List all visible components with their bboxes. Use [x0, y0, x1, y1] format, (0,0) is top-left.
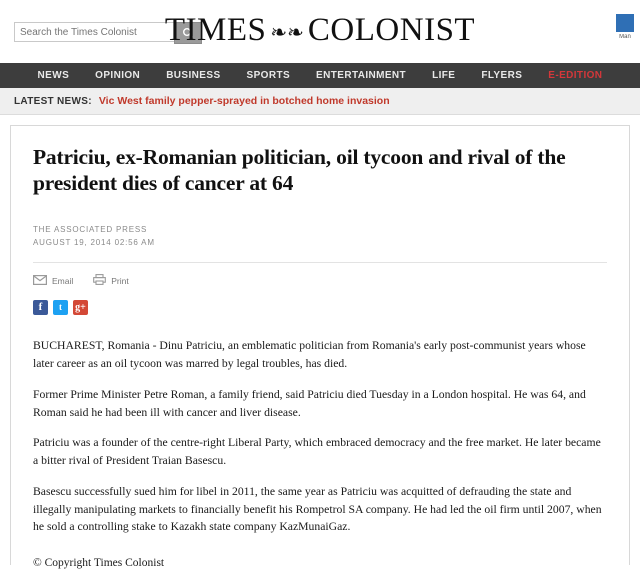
printer-icon: [93, 272, 106, 290]
logo-text-left: TIMES: [164, 12, 267, 48]
nav-item-business[interactable]: BUSINESS: [166, 70, 221, 81]
article-source: THE ASSOCIATED PRESS: [33, 225, 148, 235]
nav-item-life[interactable]: LIFE: [432, 70, 456, 81]
social-share-bar: [33, 300, 607, 315]
latest-news-bar: [0, 88, 640, 115]
article-timestamp: AUGUST 19, 2014 02:56 AM: [33, 237, 155, 247]
article-paragraph: Patriciu was a founder of the centre-right Liberal Party, which embraced democracy and the free market. He later became a bitter rival of President Traian Basescu.: [33, 436, 601, 468]
corner-tile-icon: [616, 14, 634, 32]
print-button[interactable]: [93, 272, 128, 290]
article-paragraph: Basescu successfully sued him for libel in 2011, the same year as Patriciu was acquitted of defrauding the state and illegally manipulating markets to financially benefit his Rompetrol SA company. He had led the oil firm until 2007, when he sold a controlling stake to Kazakh state company KazMunaiGaz.: [33, 484, 602, 534]
share-facebook-icon[interactable]: f: [33, 300, 48, 315]
masthead-corner-widget[interactable]: [614, 14, 636, 40]
share-google-plus-icon[interactable]: g+: [73, 300, 88, 315]
article-container: [10, 125, 630, 569]
nav-item-news[interactable]: NEWS: [37, 70, 70, 81]
corner-label: Man: [619, 34, 631, 40]
article-paragraph: BUCHAREST, Romania - Dinu Patriciu, an emblematic politician from Romania's early post-communist years whose later career as an oil tycoon was marred by legal troubles, has died.: [33, 339, 586, 370]
masthead: [0, 0, 640, 63]
article-body: [33, 337, 607, 569]
main-navigation: [0, 63, 640, 88]
email-button[interactable]: [33, 272, 73, 290]
logo-ornament-icon: ❧❧: [270, 21, 304, 44]
envelope-icon: [33, 272, 47, 290]
nav-item-entertainment[interactable]: ENTERTAINMENT: [316, 70, 407, 81]
nav-item-opinion[interactable]: OPINION: [95, 70, 141, 81]
article-tools: [33, 262, 607, 290]
logo-text-right: COLONIST: [307, 12, 476, 48]
share-twitter-icon[interactable]: t: [53, 300, 68, 315]
latest-news-label: LATEST NEWS:: [14, 95, 92, 107]
site-logo[interactable]: [0, 12, 640, 49]
nav-item-flyers[interactable]: FLYERS: [481, 70, 523, 81]
email-label: Email: [52, 276, 74, 287]
article-copyright: © Copyright Times Colonist: [33, 557, 165, 569]
article-paragraph: Former Prime Minister Petre Roman, a family friend, said Patriciu died Tuesday in a London hospital. He was 64, and Roman said he had been ill with cancer and liver disease.: [33, 387, 586, 419]
nav-item-e-edition[interactable]: E-EDITION: [548, 70, 603, 81]
nav-item-sports[interactable]: SPORTS: [246, 70, 291, 81]
print-label: Print: [111, 276, 129, 287]
latest-news-headline-link[interactable]: Vic West family pepper-sprayed in botched home invasion: [98, 95, 390, 107]
page-title: Patriciu, ex-Romanian politician, oil tycoon and rival of the president dies of cancer at 64: [33, 145, 566, 196]
article-byline: [33, 224, 607, 249]
